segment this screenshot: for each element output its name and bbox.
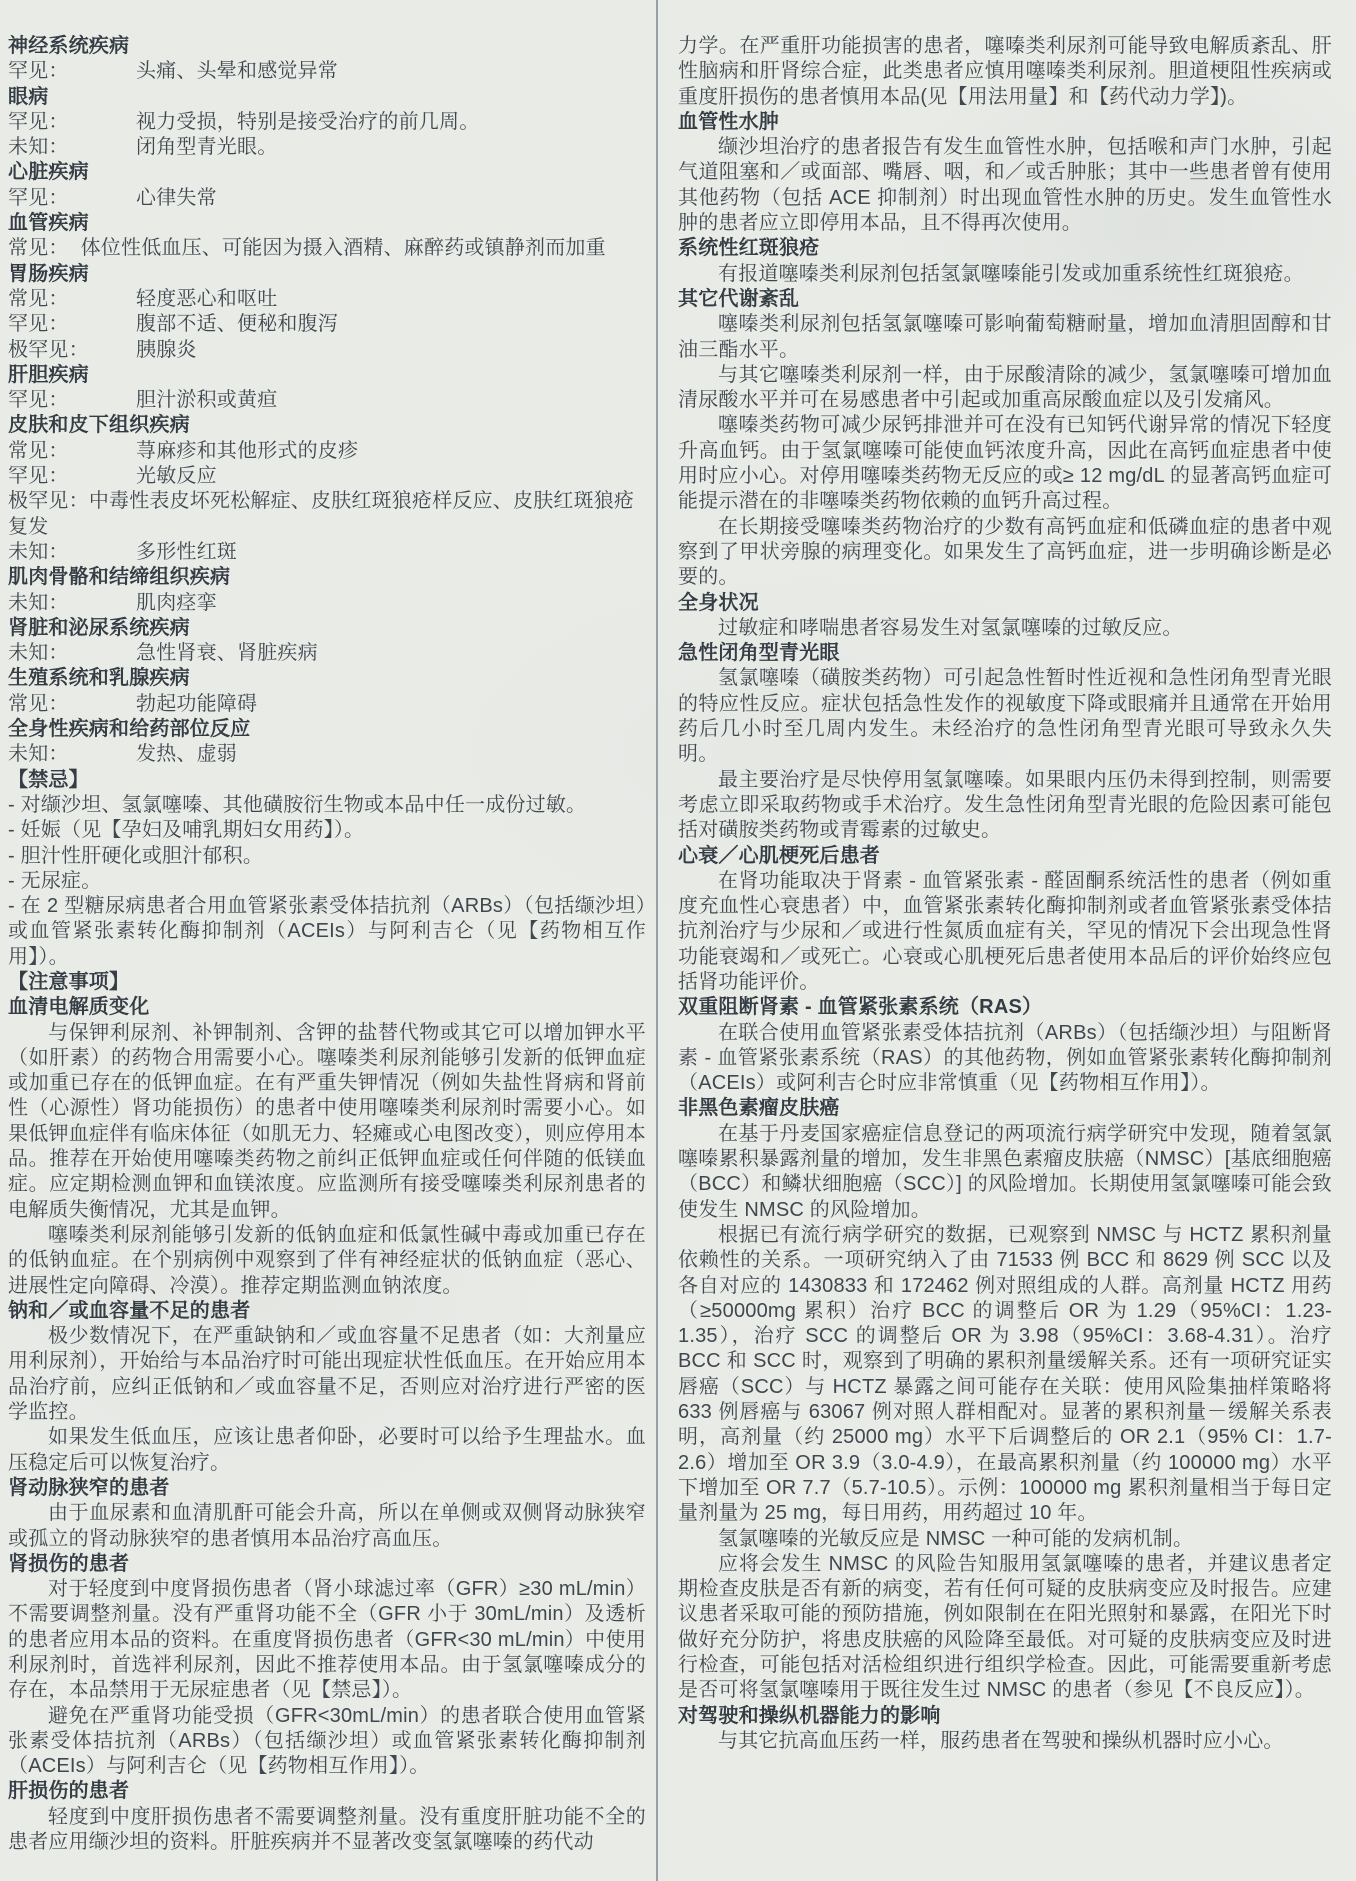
block-text: 肝损伤的患者 <box>8 1780 130 1803</box>
block-text: 生殖系统和乳腺疾病 <box>8 667 190 690</box>
text-block <box>678 1122 1332 1223</box>
text-block <box>8 641 646 666</box>
block-text: 其它代谢紊乱 <box>678 287 800 310</box>
block-text: 心脏疾病 <box>8 161 89 184</box>
frequency-term: 未知： <box>8 540 69 563</box>
reaction-desc: 肌肉痉挛 <box>136 591 217 614</box>
text-block <box>8 85 646 110</box>
text-block <box>8 616 646 641</box>
block-text: - 无尿症。 <box>8 869 102 892</box>
text-block <box>8 338 646 363</box>
block-text: 在长期接受噻嗪类药物治疗的少数有高钙血症和低磷血症的患者中观察到了甲状旁腺的病理变化。如果发生了高钙血症，进一步明确诊断是必要的。 <box>678 515 1332 589</box>
text-block <box>678 1096 1332 1121</box>
block-text: 氢氯噻嗪（磺胺类药物）可引起急性暂时性近视和急性闭角型青光眼的特应性反应。症状包括急性发作的视敏度下降或眼痛并且通常在开始用药后几小时至几周内发生。未经治疗的急性闭角型青光眼可导致永久失明。 <box>678 667 1332 766</box>
text-block <box>8 236 646 261</box>
block-text: 氢氯噻嗪的光敏反应是 NMSC 一种可能的发病机制。 <box>718 1527 1194 1550</box>
text-block <box>678 34 1332 110</box>
text-block <box>678 413 1332 514</box>
block-text: 噻嗪类药物可减少尿钙排泄并可在没有已知钙代谢异常的情况下轻度升高血钙。由于氢氯噻嗪可能使血钙浓度升高，因此在高钙血症患者中使用时应小心。对停用噻嗪类药物无反应的或≥ 12 mg/dL 的显著高钙血症可能提示潜在的非噻嗪类药物依赖的血钙升高过程。 <box>678 414 1332 513</box>
block-text: 在基于丹麦国家癌症信息登记的两项流行病学研究中发现，随着氢氯噻嗪累积暴露剂量的增加，发生非黑色素瘤皮肤癌（NMSC）[基底细胞癌（BCC）和鳞状细胞癌（SCC）] 的风险增加。长期使用氢氯噻嗪可能会致使发生 NMSC 的风险增加。 <box>678 1122 1332 1221</box>
block-text: 肾脏和泌尿系统疾病 <box>8 616 190 639</box>
reaction-desc: 荨麻疹和其他形式的皮疹 <box>136 439 359 462</box>
block-text: 【禁忌】 <box>8 768 89 791</box>
text-block <box>678 363 1332 414</box>
text-block <box>678 1729 1332 1754</box>
block-text: 血管疾病 <box>8 212 89 235</box>
text-block <box>8 1223 646 1299</box>
reaction-desc: 胰腺炎 <box>136 338 197 361</box>
frequency-term: 常见： <box>8 237 69 260</box>
block-text: 最主要治疗是尽快停用氢氯噻嗪。如果眼内压仍未得到控制，则需要考虑立即采取药物或手术治疗。发生急性闭角型青光眼的危险因素可能包括对磺胺类药物或青霉素的过敏史。 <box>678 768 1332 842</box>
frequency-term: 极罕见： <box>8 338 89 361</box>
frequency-term: 罕见： <box>8 60 69 83</box>
frequency-term: 未知： <box>8 136 69 159</box>
text-block <box>8 439 646 464</box>
text-block <box>678 1021 1332 1097</box>
text-block <box>8 565 646 590</box>
reaction-desc: 多形性红斑 <box>136 540 237 563</box>
text-block <box>8 1779 646 1804</box>
block-text: 在肾功能取决于肾素 - 血管紧张素 - 醛固酮系统活性的患者（例如重度充血性心衰患者）中，血管紧张素转化酶抑制剂或者血管紧张素受体拮抗剂治疗与少尿和／或进行性氮质血症有关，罕见的情况下会出现急性肾功能衰竭和／或死亡。心衰或心肌梗死后患者使用本品后的评价始终应包括肾功能评价。 <box>678 869 1332 993</box>
text-block <box>8 894 646 970</box>
text-block <box>678 1704 1332 1729</box>
block-text: 避免在严重肾功能受损（GFR<30mL/min）的患者联合使用血管紧张素受体拮抗剂（ARBs）（包括缬沙坦）或血管紧张素转化酶抑制剂（ACEIs）与阿利吉仑（见【药物相互作用】）。 <box>8 1704 646 1778</box>
text-block <box>8 186 646 211</box>
reaction-desc: 体位性低血压、可能因为摄入酒精、麻醉药或镇静剂而加重 <box>80 237 606 260</box>
reaction-desc: 头痛、头晕和感觉异常 <box>136 60 338 83</box>
text-block <box>678 666 1332 767</box>
reaction-desc: 轻度恶心和呕吐 <box>136 287 278 310</box>
block-text: 噻嗪类利尿剂能够引发新的低钠血症和低氯性碱中毒或加重已存在的低钠血症。在个别病例中观察到了伴有神经症状的低钠血症（恶心、进展性定向障碍、冷漠）。推荐定期监测血钠浓度。 <box>8 1223 646 1297</box>
block-text: 心衰／心肌梗死后患者 <box>678 844 880 867</box>
text-block <box>8 1476 646 1501</box>
frequency-term: 罕见： <box>8 110 69 133</box>
text-block <box>8 1577 646 1703</box>
block-text: 根据已有流行病学研究的数据，已观察到 NMSC 与 HCTZ 累积剂量依赖性的关系。一项研究纳入了由 71533 例 BCC 和 8629 例 SCC 以及各自对应的 1430833 和 172462 例对照组成的人群。高剂量 HCTZ 用药（≥50000mg 累积）治疗 BCC 的调整后 OR 为 1.29（95%CI：1.23-1.35），治疗 SCC 的调整后 OR 为 3.98（95%CI：3.68-4.31）。治疗 BCC 和 SCC 时，观察到了明确的累积剂量缓解关系。还有一项研究证实唇癌（SCC）与 HCTZ 暴露之间可能存在关联：使用风险集抽样策略将 633 例唇癌与 63067 例对照人群相配对。显著的累积剂量－缓解关系表明，高剂量（约 25000 mg）水平下后调整后的 OR 2.1（95% CI：1.7-2.6）增加至 OR 3.9（3.0-4.9），在最高累积剂量（约 100000 mg）水平下增加至 OR 7.7（5.7-10.5）。示例：100000 mg 累积剂量相当于每日定量剂量为 25 mg，每日用药，用药超过 10 年。 <box>678 1223 1332 1525</box>
frequency-term: 未知： <box>8 642 69 665</box>
text-block <box>8 211 646 236</box>
text-block <box>8 1552 646 1577</box>
frequency-term: 未知： <box>8 743 69 766</box>
text-block <box>8 135 646 160</box>
block-text: 与保钾利尿剂、补钾制剂、含钾的盐替代物或其它可以增加钾水平（如肝素）的药物合用需要小心。噻嗪类利尿剂能够引发新的低钾血症或加重已存在的低钾血症。在有严重失钾情况（例如失盐性肾病和肾前性（心源性）肾功能损伤）的患者中使用噻嗪类利尿剂时需要小心。如果低钾血症伴有临床体征（如肌无力、轻瘫或心电图改变），则应停用本品。推荐在开始使用噻嗪类药物之前纠正低钾血症或任何伴随的低镁血症。应定期检测血钾和血镁浓度。应监测所有接受噻嗪类利尿剂患者的电解质失衡情况，尤其是血钾。 <box>8 1021 646 1221</box>
text-block <box>8 34 646 59</box>
block-text: 钠和／或血容量不足的患者 <box>8 1299 251 1322</box>
block-text: 肝胆疾病 <box>8 363 89 386</box>
block-text: 由于血尿素和血清肌酐可能会升高，所以在单侧或双侧肾动脉狭窄或孤立的肾动脉狭窄的患者慎用本品治疗高血压。 <box>8 1502 646 1550</box>
text-block <box>8 970 646 995</box>
block-text: 缬沙坦治疗的患者报告有发生血管性水肿，包括喉和声门水肿，引起气道阻塞和／或面部、嘴唇、咽，和／或舌肿胀；其中一些患者曾有使用其他药物（包括 ACE 抑制剂）时出现血管性水肿的历史。发生血管性水肿的患者应立即停用本品，且不得再次使用。 <box>678 136 1332 235</box>
text-block <box>8 489 646 540</box>
text-block <box>678 844 1332 869</box>
text-block <box>8 287 646 312</box>
frequency-term: 常见： <box>8 439 69 462</box>
text-block <box>8 666 646 691</box>
block-text: 眼病 <box>8 85 49 108</box>
reaction-desc: 心律失常 <box>136 186 217 209</box>
block-text: 在联合使用血管紧张素受体拮抗剂（ARBs）（包括缬沙坦）与阻断肾素 - 血管紧张素系统（RAS）的其他药物，例如血管紧张素转化酶抑制剂（ACEIs）或阿利吉仑时应非常慎重（见【药物相互作用】）。 <box>678 1021 1332 1095</box>
text-block <box>8 312 646 337</box>
block-text: 如果发生低血压，应该让患者仰卧，必要时可以给予生理盐水。血压稳定后可以恢复治疗。 <box>8 1426 646 1474</box>
frequency-term: 常见： <box>8 287 69 310</box>
block-text: 【注意事项】 <box>8 970 130 993</box>
text-block <box>678 869 1332 995</box>
block-text: 肾损伤的患者 <box>8 1552 130 1575</box>
frequency-term: 罕见： <box>8 389 69 412</box>
text-block <box>678 1223 1332 1527</box>
text-block <box>8 363 646 388</box>
frequency-term: 未知： <box>8 591 69 614</box>
text-block <box>8 1501 646 1552</box>
text-block <box>678 591 1332 616</box>
block-text: 胃肠疾病 <box>8 262 89 285</box>
reaction-desc: 勃起功能障碍 <box>136 692 258 715</box>
text-block <box>8 540 646 565</box>
reaction-desc: 发热、虚弱 <box>136 743 237 766</box>
text-block <box>8 388 646 413</box>
block-text: 急性闭角型青光眼 <box>678 642 840 665</box>
text-block <box>8 692 646 717</box>
text-block <box>678 110 1332 135</box>
text-block <box>8 1704 646 1780</box>
block-text: - 对缬沙坦、氢氯噻嗪、其他磺胺衍生物或本品中任一成份过敏。 <box>8 793 587 816</box>
block-text: 血清电解质变化 <box>8 996 150 1019</box>
text-block <box>8 1425 646 1476</box>
text-block <box>678 287 1332 312</box>
text-block <box>8 742 646 767</box>
text-block <box>8 262 646 287</box>
block-text: 与其它噻嗪类利尿剂一样，由于尿酸清除的减少，氢氯噻嗪可增加血清尿酸水平并可在易感患者中引起或加重高尿酸血症以及引发痛风。 <box>678 363 1332 412</box>
block-text: 极少数情况下，在严重缺钠和／或血容量不足患者（如：大剂量应用利尿剂），开始给与本品治疗时可能出现症状性低血压。在开始应用本品治疗前，应纠正低钠和／或血容量不足，否则应对治疗进行严密的医学监控。 <box>8 1325 646 1424</box>
reaction-desc: 光敏反应 <box>136 465 217 488</box>
block-text: 双重阻断肾素 - 血管紧张素系统（RAS） <box>678 996 1043 1019</box>
reaction-desc: 急性肾衰、肾脏疾病 <box>136 642 318 665</box>
text-block <box>678 515 1332 591</box>
block-text: 有报道噻嗪类利尿剂包括氢氯噻嗪能引发或加重系统性红斑狼疮。 <box>718 262 1304 285</box>
text-block <box>8 464 646 489</box>
text-block <box>8 1299 646 1324</box>
reaction-desc: 胆汁淤积或黄疸 <box>136 389 278 412</box>
block-text: 全身状况 <box>678 591 759 614</box>
text-block <box>8 1324 646 1425</box>
block-text: 肌肉骨骼和结缔组织疾病 <box>8 566 231 589</box>
block-text: 全身性疾病和给药部位反应 <box>8 718 251 741</box>
block-text: 皮肤和皮下组织疾病 <box>8 414 190 437</box>
text-block <box>8 59 646 84</box>
frequency-term: 罕见： <box>8 186 69 209</box>
reaction-desc: 视力受损，特别是接受治疗的前几周。 <box>136 110 480 133</box>
text-block <box>678 1552 1332 1704</box>
reaction-desc: 腹部不适、便秘和腹泻 <box>136 313 338 336</box>
text-block <box>8 1021 646 1223</box>
block-text: 肾动脉狭窄的患者 <box>8 1476 170 1499</box>
frequency-term: 罕见： <box>8 465 69 488</box>
text-block <box>678 641 1332 666</box>
block-text: 应将会发生 NMSC 的风险告知服用氢氯噻嗪的患者，并建议患者定期检查皮肤是否有新的病变，若有任何可疑的皮肤病变应及时报告。应建议患者采取可能的预防措施，例如限制在在阳光照射和暴露，在阳光下时做好充分防护，将患皮肤癌的风险降至最低。对可疑的皮肤病变应及时进行检查，可能包括对活检组织进行组织学检查。因此，可能需要重新考虑是否可将氢氯噻嗪用于既往发生过 NMSC 的患者（参见【不良反应】）。 <box>678 1552 1332 1702</box>
text-block <box>678 616 1332 641</box>
text-block <box>8 591 646 616</box>
text-block <box>8 717 646 742</box>
block-text: 血管性水肿 <box>678 110 779 133</box>
block-text: 非黑色素瘤皮肤癌 <box>678 1097 840 1120</box>
block-text: 轻度到中度肝损伤患者不需要调整剂量。没有重度肝脏功能不全的患者应用缬沙坦的资料。肝脏疾病并不显著改变氢氯噻嗪的药代动 <box>8 1805 646 1854</box>
text-block <box>678 262 1332 287</box>
text-block <box>678 236 1332 261</box>
block-text: - 妊娠（见【孕妇及哺乳期妇女用药】）。 <box>8 819 365 842</box>
block-text: 力学。在严重肝功能损害的患者，噻嗪类利尿剂可能导致电解质紊乱、肝性脑病和肝肾综合症，此类患者应慎用噻嗪类利尿剂。胆道梗阻性疾病或重度肝损伤的患者慎用本品(见【用法用量】和【药代动力学】)。 <box>678 35 1332 108</box>
block-text: 对驾驶和操纵机器能力的影响 <box>678 1704 941 1727</box>
block-text: 对于轻度到中度肾损伤患者（肾小球滤过率（GFR）≥30 mL/min）不需要调整剂量。没有严重肾功能不全（GFR 小于 30mL/min）及透析的患者应用本品的资料。在重度肾损伤患者（GFR<30 mL/min）中使用利尿剂时，首选袢利尿剂，因此不推荐使用本品。由于氢氯噻嗪成分的存在，本品禁用于无尿症患者（见【禁忌】）。 <box>8 1578 646 1702</box>
text-block <box>8 869 646 894</box>
text-block <box>8 110 646 135</box>
frequency-term: 罕见： <box>8 313 69 336</box>
text-block <box>678 1527 1332 1552</box>
frequency-term: 极罕见： <box>8 490 89 513</box>
text-block <box>8 818 646 843</box>
text-block <box>678 995 1332 1020</box>
block-text: - 胆汁性肝硬化或胆汁郁积。 <box>8 844 264 867</box>
text-block <box>8 995 646 1020</box>
block-text: 系统性红斑狼疮 <box>678 237 820 260</box>
text-block <box>8 793 646 818</box>
text-block <box>8 844 646 869</box>
reaction-desc: 闭角型青光眼。 <box>136 136 278 159</box>
frequency-term: 常见： <box>8 692 69 715</box>
block-text: 与其它抗高血压药一样，服药患者在驾驶和操纵机器时应小心。 <box>718 1729 1284 1752</box>
right-column <box>658 34 1356 1881</box>
text-block <box>8 413 646 438</box>
block-text: 过敏症和哮喘患者容易发生对氢氯噻嗪的过敏反应。 <box>718 616 1183 639</box>
text-block <box>8 768 646 793</box>
text-block <box>678 312 1332 363</box>
reaction-desc: 中毒性表皮坏死松解症、皮肤红斑狼疮样反应、皮肤红斑狼疮复发 <box>8 490 635 538</box>
left-column <box>0 34 656 1881</box>
block-text: - 在 2 型糖尿病患者合用血管紧张素受体拮抗剂（ARBs）（包括缬沙坦）或血管紧张素转化酶抑制剂（ACEIs）与阿利吉仑（见【药物相互作用】）。 <box>8 895 646 968</box>
text-block <box>678 135 1332 236</box>
block-text: 神经系统疾病 <box>8 35 130 57</box>
text-block <box>8 1805 646 1856</box>
block-text: 噻嗪类利尿剂包括氢氯噻嗪可影响葡萄糖耐量，增加血清胆固醇和甘油三酯水平。 <box>678 313 1332 361</box>
text-block <box>8 160 646 185</box>
text-block <box>678 768 1332 844</box>
